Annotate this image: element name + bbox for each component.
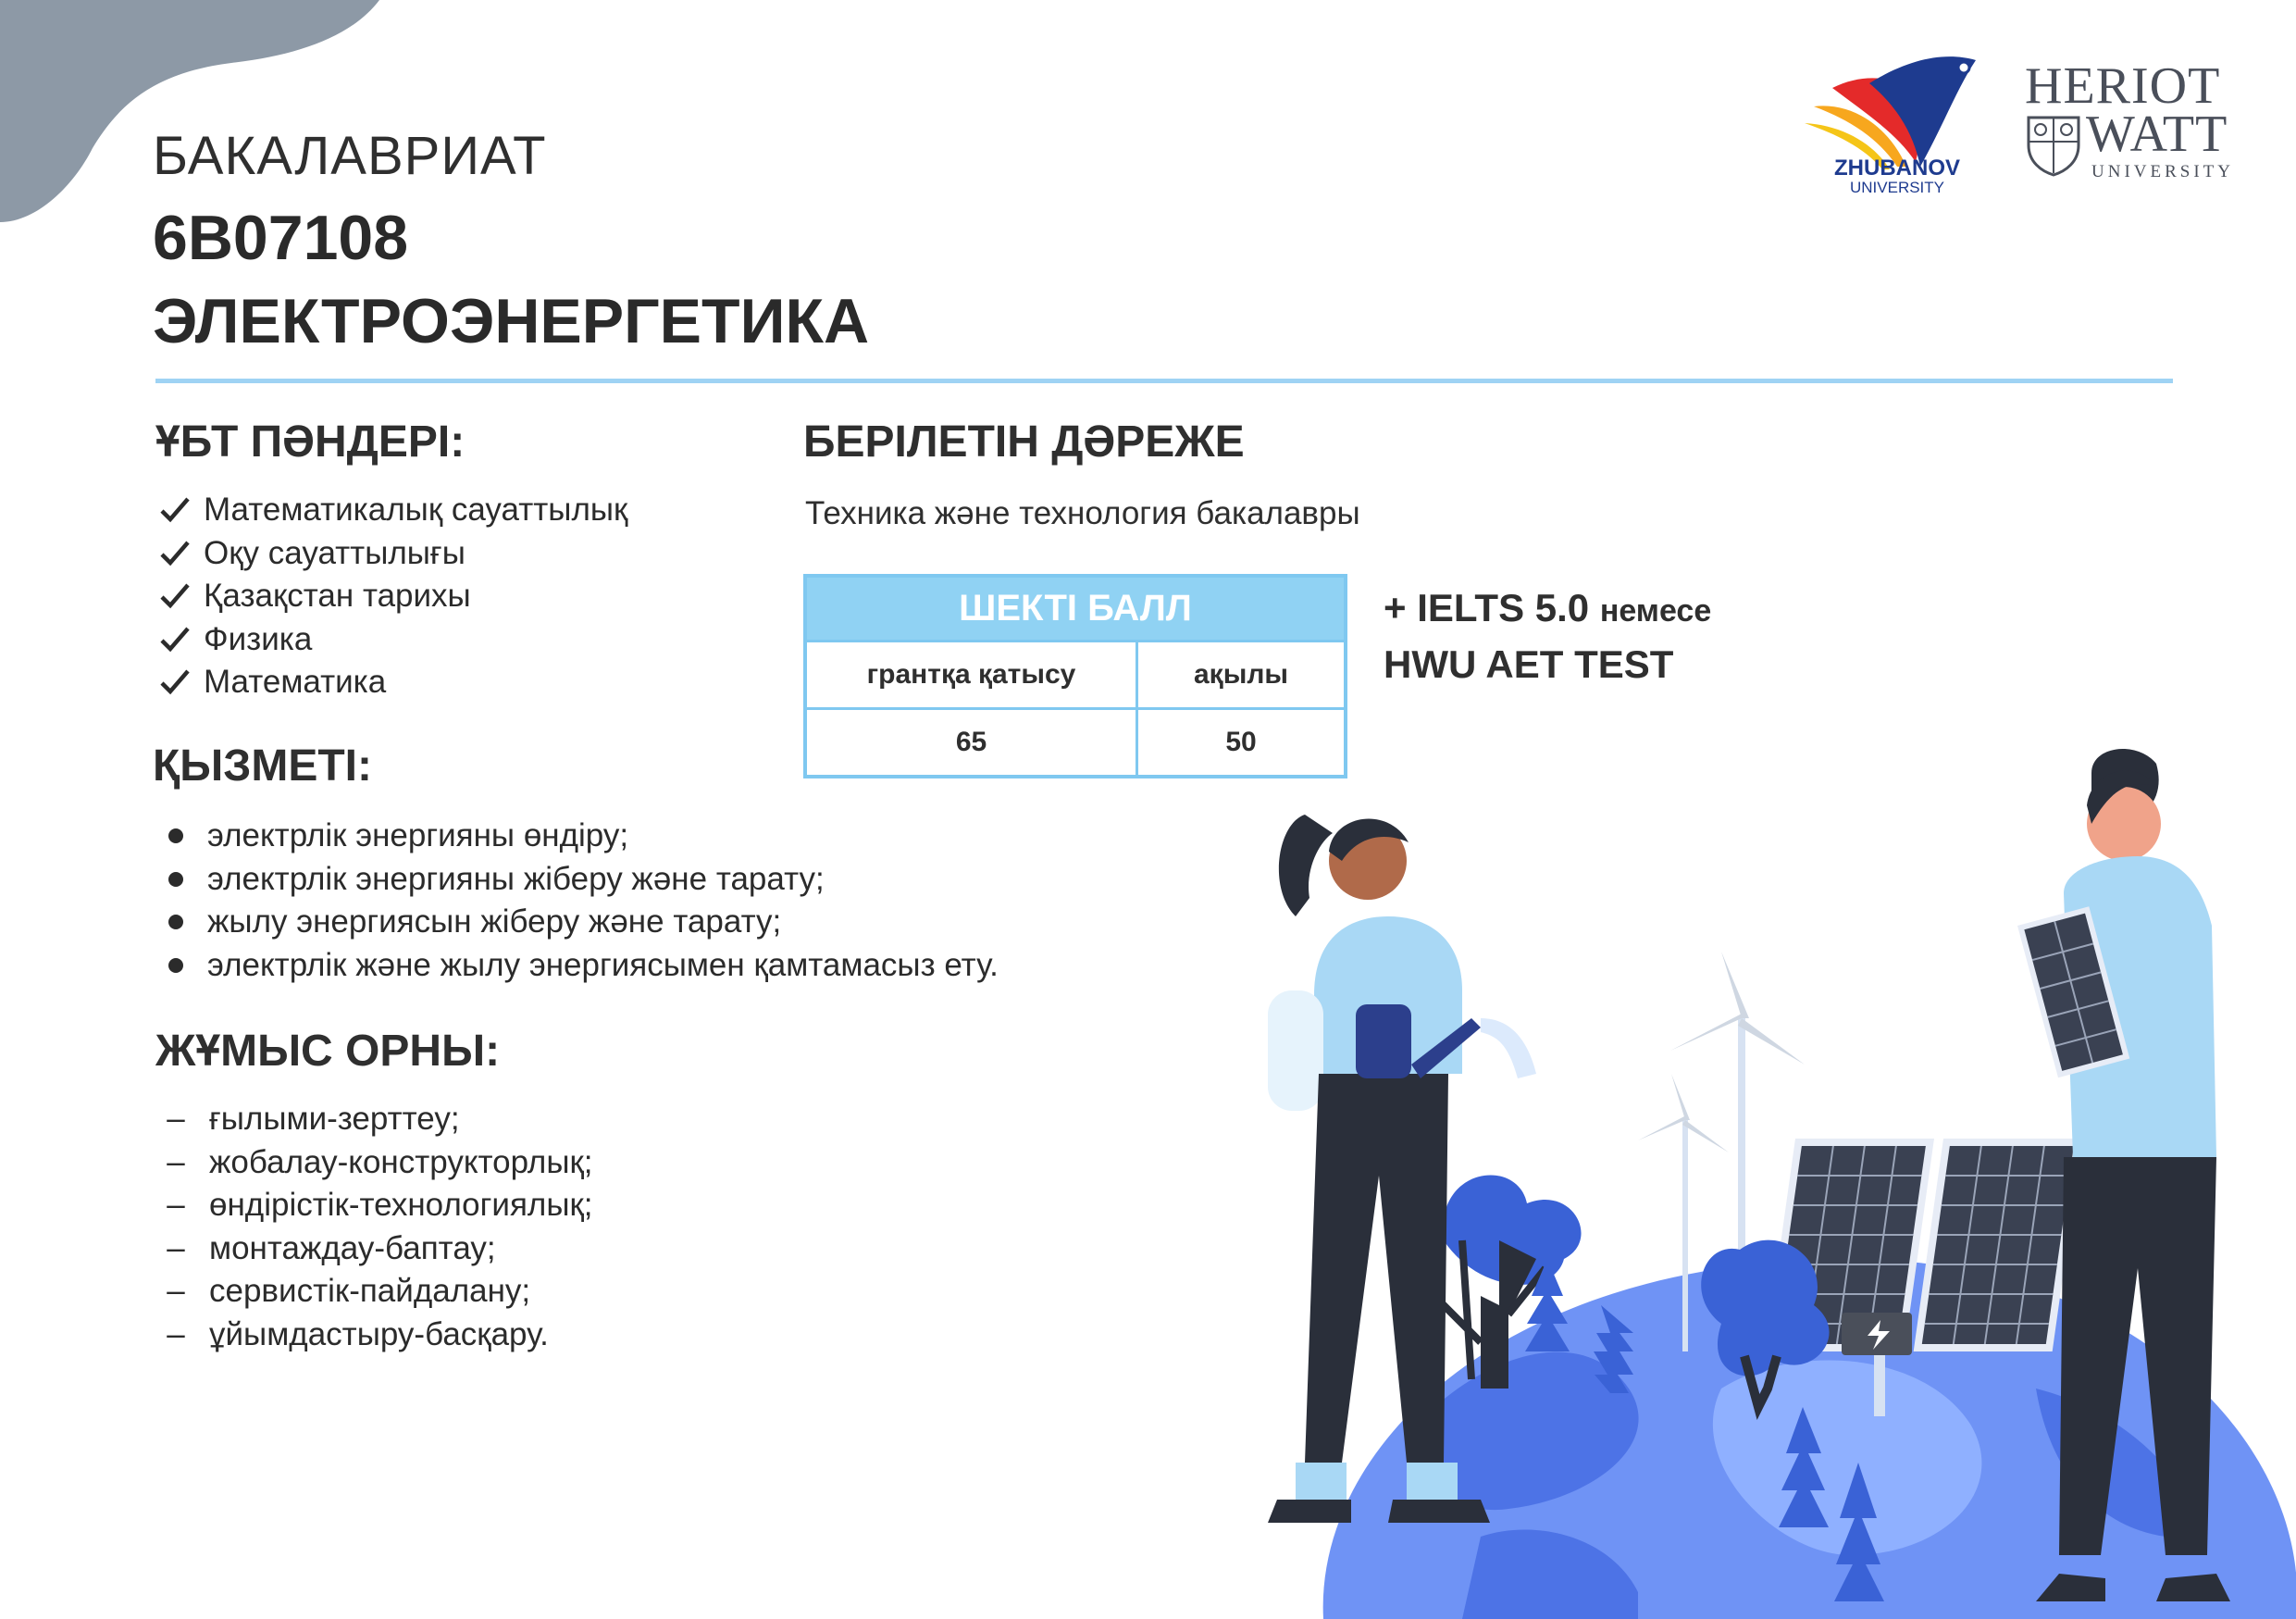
bullet-icon [168,828,183,843]
list-item [159,1141,593,1185]
program-name: ЭЛЕКТРОЭНЕРГЕТИКА [153,286,870,356]
work-item: сервистік-пайдалану; [209,1273,531,1309]
degree-title: БЕРІЛЕТІН ДӘРЕЖЕ [803,417,1245,467]
ubt-list [159,489,627,704]
check-icon [159,667,191,697]
bullet-icon [168,915,183,929]
heriot-watt-logo [2025,57,2256,190]
score-header-row [807,640,1344,707]
duty-item: жылу энергиясын жіберу және тарату; [207,903,782,940]
work-item: өндірістік-технологиялық; [209,1187,593,1223]
list-item [159,575,627,618]
list-item [159,815,999,858]
duty-item: электрлік және жылу энергиясымен қамтамасыз ету. [207,946,999,983]
work-item: ғылыми-зерттеу; [209,1101,460,1137]
hw-crest-icon [2025,114,2082,177]
hwu-test: HWU AET TEST [1384,642,1674,686]
score-col-paid: ақылы [1194,659,1288,690]
duty-item: электрлік энергияны өндіру; [207,817,629,853]
dash-icon: – [167,1143,185,1180]
check-icon [159,495,191,525]
program-code: 6В07108 [153,203,409,273]
work-item: жобалау-конструкторлық; [209,1143,593,1180]
bullet-icon [168,958,183,973]
dash-icon: – [167,1315,185,1352]
list-item [159,1227,593,1271]
dash-icon: – [167,1187,185,1223]
ubt-item: Қазақстан тарихы [204,578,471,614]
zhubanov-logo-text [1814,157,1980,196]
check-icon [159,625,191,654]
renewable-energy-illustration [1203,741,2296,1619]
ubt-item: Математика [204,664,387,700]
ubt-title: ҰБТ ПӘНДЕРІ: [155,417,465,467]
score-val-paid: 50 [1225,727,1257,757]
dash-icon: – [167,1229,185,1266]
work-list [159,1098,593,1356]
list-item [159,1184,593,1227]
ielts-or: немесе [1599,593,1712,629]
degree-level: БАКАЛАВРИАТ [153,126,547,186]
list-item [159,618,627,662]
score-col-grant: грантқа қатысу [807,642,1138,707]
work-item: монтаждау-баптау; [209,1229,496,1266]
duties-title: ҚЫЗМЕТІ: [153,741,372,791]
score-val-grant: 65 [807,710,1138,775]
ubt-item: Физика [204,620,313,657]
ubt-item: Математикалық сауаттылық [204,492,628,528]
dash-icon: – [167,1273,185,1309]
list-item [159,1098,593,1141]
ielts-main: + IELTS 5.0 [1384,586,1590,629]
work-title: ЖҰМЫС ОРНЫ: [155,1027,501,1076]
hw-university: UNIVERSITY [2091,162,2234,181]
list-item [159,944,999,988]
header-divider [155,379,2173,383]
duties-list [159,815,999,987]
zhubanov-name: ZHUBANOV [1834,156,1960,181]
dash-icon: – [167,1101,185,1137]
bullet-icon [168,872,183,887]
check-icon [159,539,191,568]
ubt-item: Оқу сауаттылығы [204,534,465,571]
score-title: ШЕКТІ БАЛЛ [807,578,1344,640]
duty-item: электрлік энергияны жіберу және тарату; [207,860,825,897]
list-item [159,901,999,944]
list-item [159,532,627,576]
zhubanov-university: UNIVERSITY [1849,179,1945,196]
corner-decoration [0,0,389,231]
list-item [159,858,999,902]
list-item [159,661,627,704]
work-item: ұйымдастыру-басқару. [209,1315,549,1352]
language-requirement [1384,581,1711,691]
list-item [159,489,627,532]
hw-heriot: HERIOT [2025,57,2221,115]
list-item [159,1270,593,1314]
list-item [159,1314,593,1357]
degree-text: Техника және технология бакалавры [805,495,1360,531]
hw-watt: WATT [2086,106,2228,163]
check-icon [159,581,191,611]
